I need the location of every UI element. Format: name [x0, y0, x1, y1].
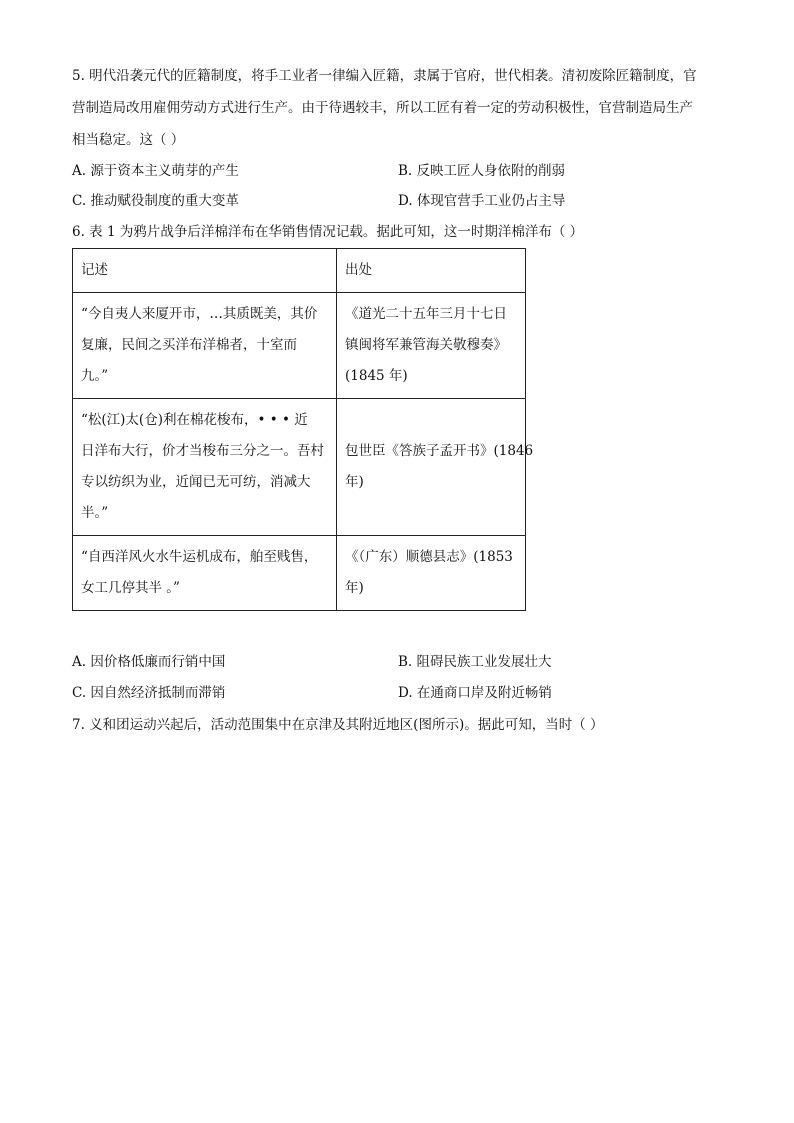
- q5-option-b[interactable]: B. 反映工匠人身依附的削弱: [398, 163, 566, 179]
- cell-text-line: 日洋布大行，价才当梭布三分之一。吾村: [81, 443, 324, 459]
- cell-text-line: 半。”: [81, 505, 109, 521]
- cell-text-line: 女工几停其半 。”: [81, 580, 180, 596]
- table-cell-record: [73, 399, 337, 536]
- cell-text-line: “今自夷人来厦开市，…其质既美，其价: [81, 306, 318, 322]
- cell-text-line: 复廉，民间之买洋布洋棉者，十室而: [81, 337, 297, 353]
- q5-stem-line-2: 营制造局改用雇佣劳动方式进行生产。由于待遇较丰，所以工匠有着一定的劳动积极性，官营制造局生产: [72, 100, 693, 116]
- q5-option-d[interactable]: D. 体现官营手工业仍占主导: [398, 193, 566, 209]
- q5-option-a[interactable]: A. 源于资本主义萌芽的产生: [72, 163, 239, 179]
- cell-text-line: 《（广东）顺德县志》(1853: [345, 549, 513, 565]
- table-header-source: 出处: [337, 249, 526, 293]
- q6-option-d[interactable]: D. 在通商口岸及附近畅销: [398, 685, 552, 701]
- q5-option-c[interactable]: C. 推动赋役制度的重大变革: [72, 193, 239, 209]
- cell-text-line: 九。”: [81, 368, 109, 384]
- table-cell-source: [337, 293, 526, 399]
- q5-stem-line-1: 5. 明代沿袭元代的匠籍制度，将手工业者一律编入匠籍，隶属于官府，世代相袭。清初废除匠籍制度，官: [72, 68, 697, 84]
- cell-text-line: (1845 年): [345, 368, 408, 384]
- cell-text-line: 包世臣《答族子孟开书》(1846: [345, 443, 534, 459]
- cell-text-line: “松(江)太(仓)利在棉花梭布，• • • 近: [81, 412, 308, 428]
- table-cell-source: [337, 399, 534, 536]
- cell-text-line: 年): [345, 474, 364, 490]
- table-row: [73, 293, 526, 399]
- table-row: [73, 399, 526, 536]
- table-cell-source: [337, 536, 526, 611]
- cell-text-line: 《道光二十五年三月十七日: [345, 306, 507, 322]
- q6-option-b[interactable]: B. 阻碍民族工业发展壮大: [398, 654, 552, 670]
- q6-option-a[interactable]: A. 因价格低廉而行销中国: [72, 654, 226, 670]
- table-cell-record: [73, 293, 337, 399]
- q7-stem: 7. 义和团运动兴起后，活动范围集中在京津及其附近地区(图所示)。据此可知，当时（ ）: [72, 717, 604, 733]
- cell-text-line: 专以纺织为业，近闻已无可纺，消减大: [81, 474, 311, 490]
- table-cell-record: [73, 536, 337, 611]
- q6-option-c[interactable]: C. 因自然经济抵制而滞销: [72, 685, 226, 701]
- table-header-record: 记述: [73, 249, 337, 293]
- cell-text-line: 年): [345, 580, 364, 596]
- q6-stem: 6. 表 1 为鸦片战争后洋棉洋布在华销售情况记载。据此可知，这一时期洋棉洋布（ ）: [72, 224, 584, 240]
- q5-stem-line-3: 相当稳定。这（ ）: [72, 132, 185, 148]
- table-row: [73, 536, 526, 611]
- cell-text-line: “自西洋风火水牛运机成布，舶至贱售，: [81, 549, 318, 565]
- q6-source-table: [72, 248, 534, 611]
- table-header-row: [73, 249, 526, 293]
- cell-text-line: 镇闽将军兼管海关敬穆奏》: [345, 337, 507, 353]
